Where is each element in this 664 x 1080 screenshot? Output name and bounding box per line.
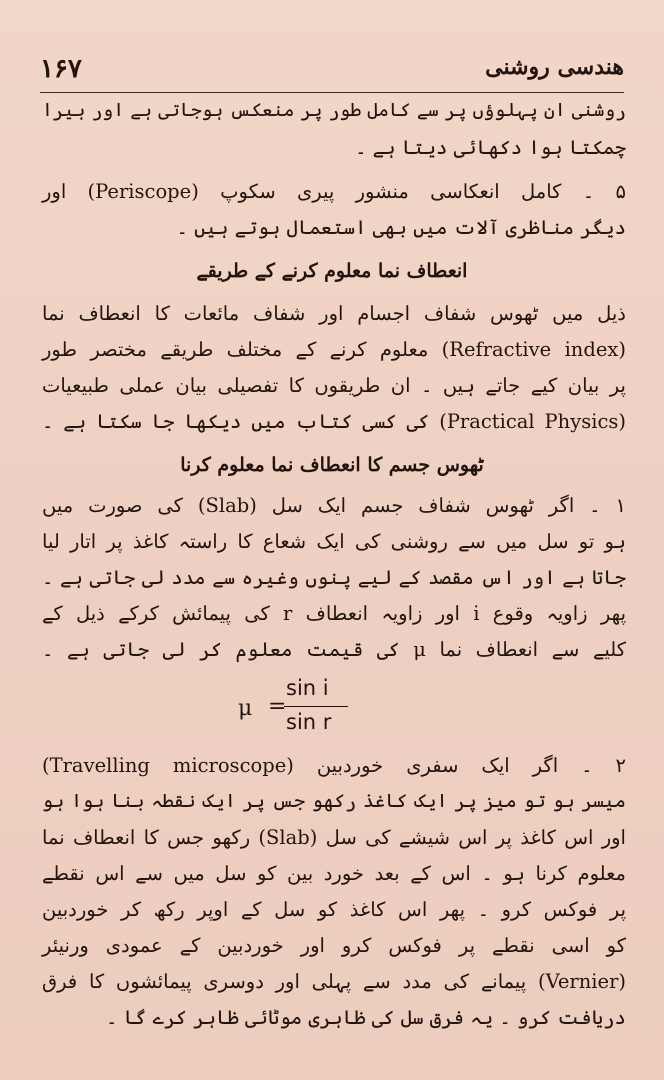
- text-line: پر بیان کیے جاتے ہیں ۔ ان طریقوں کا تفصیلی بیان عملی طبیعیات: [42, 374, 626, 397]
- text-line: جاتا ہے اور اس مقصد کے لیے پنوں وغیرہ سے مدد لی جاتی ہے ۔: [42, 566, 626, 589]
- refractive-index-formula: [230, 676, 360, 740]
- text-line: روشنی ان پہلوؤں پر سے کامل طور پر منعکس ہوجاتی ہے اور ہیرا: [42, 100, 626, 121]
- running-title: ھندسی روشنی: [485, 54, 624, 80]
- formula-denominator: sin r: [286, 710, 332, 734]
- subsection-heading: ٹھوس جسم کا انعطاف نما معلوم کرنا: [180, 454, 484, 476]
- section-heading: انعطاف نما معلوم کرنے کے طریقے: [196, 260, 468, 282]
- text-line: ۵ ۔ کامل انعکاسی منشور پیری سکوپ (Periscope) اور: [42, 180, 626, 203]
- text-line: کلیے سے انعطاف نما μ کی قیمت معلوم کر لی جاتی ہے ۔: [42, 638, 626, 661]
- page-header: [40, 52, 624, 93]
- fraction-bar: [284, 706, 348, 707]
- text-line: ۲ ۔ اگر ایک سفری خوردبین (Travelling microscope): [42, 754, 626, 777]
- text-line: ۱ ۔ اگر ٹھوس شفاف جسم ایک سل (Slab) کی صورت میں: [42, 494, 626, 517]
- formula-mu: μ: [238, 696, 253, 721]
- text-line: (Refractive index) معلوم کرنے کے مختلف طریقے مختصر طور: [42, 338, 626, 361]
- text-line: کو اسی نقطے پر فوکس کرو اور خوردبین کے عمودی ورنیئر: [42, 934, 626, 957]
- text-line: اور اس کاغذ پر اس شیشے کی سل (Slab) رکھو جس کا انعطاف نما: [42, 826, 626, 849]
- text-line: چمکتا ہوا دکھائی دیتا ہے ۔: [355, 136, 626, 159]
- page-number: ۱۶۷: [40, 54, 82, 84]
- formula-numerator: sin i: [286, 676, 329, 700]
- text-line: میسر ہو تو میز پر ایک کاغذ رکھو جس پر ایک نقطہ بنا ہوا ہو: [42, 790, 626, 812]
- text-line: (Practical Physics) کی کسی کتاب میں دیکھا جا سکتا ہے ۔: [42, 410, 626, 433]
- text-line: (Vernier) پیمانے کی مدد سے پہلی اور دوسری پیمائشوں کا فرق: [42, 970, 626, 993]
- text-line: ذیل میں ٹھوس شفاف اجسام اور شفاف مائعات کا انعطاف نما: [42, 302, 626, 325]
- text-line: پھر زاویہ وقوع i اور زاویہ انعطاف r کی پیمائش کرکے ذیل کے: [42, 602, 627, 625]
- formula-equals: =: [268, 694, 287, 719]
- text-line: معلوم کرنا ہو ۔ اس کے بعد خورد بین کو سل میں سے اس نقطے: [42, 862, 626, 885]
- text-line: پر فوکس کرو ۔ پھر اس کاغذ کو سل کے اوپر رکھ کر خوردبین: [42, 898, 626, 921]
- text-line: دیگر مناظری آلات میں بھی استعمال ہوتے ہیں ۔: [176, 216, 626, 239]
- text-line: ہو تو سل میں سے روشنی کی ایک شعاع کا راستہ کاغذ پر اتار لیا: [42, 530, 626, 553]
- text-line: دریافت کرو ۔ یہ فرق سل کی ظاہری موٹائی ظاہر کرے گا ۔: [106, 1006, 626, 1029]
